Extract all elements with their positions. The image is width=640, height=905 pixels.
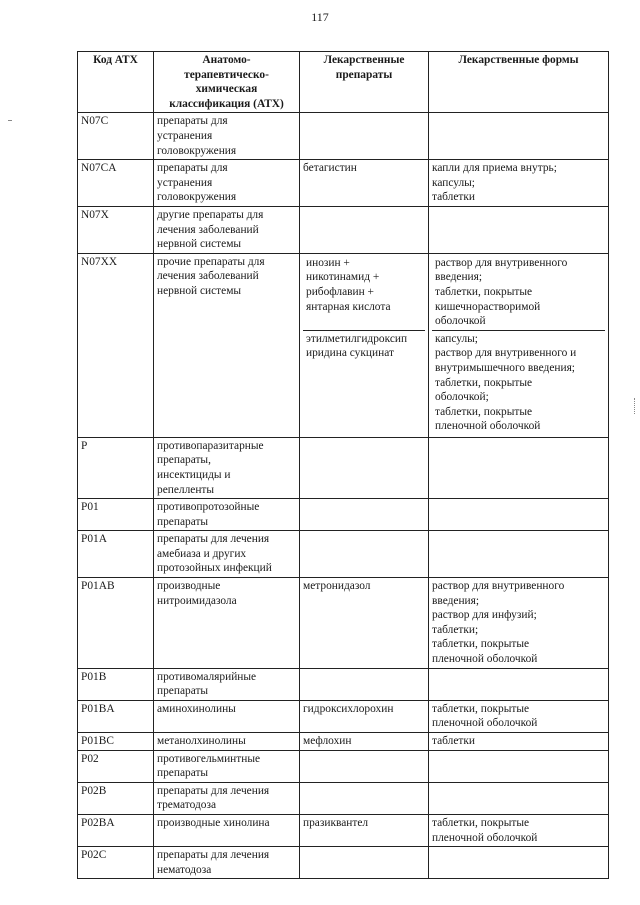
dosage-form: раствор для внутривенного (435, 256, 568, 269)
classification-text: противопротозойные (157, 501, 260, 514)
drug-name: никотинамид + (306, 271, 380, 284)
atc-code-cell (78, 499, 154, 531)
drug-cell (300, 668, 429, 700)
atc-code-cell (78, 437, 154, 498)
atc-code: N07X (81, 208, 109, 221)
classification-text: производные хинолина (157, 816, 270, 829)
dosage-form: таблетки; (432, 623, 479, 636)
dosage-form: кишечнорастворимой (435, 300, 541, 313)
classification-text: лечения заболеваний (157, 223, 259, 236)
classification-text: препараты для лечения (157, 533, 270, 546)
dosage-form-cell (429, 700, 609, 732)
atc-code: P02 (81, 752, 99, 765)
scan-edge-mark-right (634, 398, 636, 414)
dosage-form-cell (429, 814, 609, 846)
dosage-form-cell (429, 750, 609, 782)
page-number: 117 (311, 10, 329, 24)
classification-text: репелленты (157, 483, 215, 496)
atc-code: P02B (81, 784, 107, 797)
table-row (78, 437, 609, 498)
header-text: Лекарственные (323, 54, 405, 66)
table-row (78, 847, 609, 879)
classification-cell (154, 160, 300, 207)
dosage-form: пленочной оболочкой (432, 653, 538, 666)
atc-code-cell (78, 206, 154, 253)
atc-code-cell (78, 814, 154, 846)
drug-cell (300, 847, 429, 879)
table-row (78, 782, 609, 814)
table-row (78, 160, 609, 207)
table-row (78, 578, 609, 669)
drug-name: этилметилгидроксип (306, 332, 408, 345)
atc-code: P01BA (81, 702, 115, 715)
drug-name: мефлохин (303, 735, 352, 747)
dosage-form: внутримышечного введения; (435, 361, 575, 374)
table-row (78, 531, 609, 578)
drug-cell (300, 700, 429, 732)
dosage-form: пленочной оболочкой (432, 717, 538, 730)
dosage-form: введения; (432, 594, 480, 607)
header-text: классификация (АТХ) (169, 97, 284, 110)
dosage-form: таблетки (432, 191, 476, 204)
drug-cell (300, 253, 429, 437)
classification-text: препараты для (157, 162, 228, 175)
atc-table (77, 51, 609, 879)
drug-cell (300, 750, 429, 782)
classification-text: аминохинолины (157, 702, 236, 715)
classification-cell (154, 531, 300, 578)
classification-text: противопаразитарные (157, 439, 264, 452)
atc-code-cell (78, 782, 154, 814)
classification-text: препараты для лечения (157, 784, 270, 797)
dosage-form: капли для приема внутрь; (432, 162, 557, 175)
atc-code-cell (78, 700, 154, 732)
table-body (78, 113, 609, 879)
drug-name: бетагистин (303, 162, 357, 175)
drug-cell (300, 782, 429, 814)
atc-code: P (81, 439, 88, 452)
header-drugs (300, 52, 429, 113)
header-atc-code (78, 52, 154, 113)
dosage-form: таблетки, покрытые (435, 376, 533, 389)
drug-name: иридина сукцинат (306, 347, 394, 360)
table-row (78, 750, 609, 782)
atc-code: N07CA (81, 162, 117, 175)
dosage-form-cell (429, 499, 609, 531)
header-dosage-forms (429, 52, 609, 113)
table-row (78, 206, 609, 253)
header-text: Код АТХ (93, 54, 138, 66)
header-text: препараты (335, 68, 393, 81)
dosage-form-cell (429, 782, 609, 814)
classification-text: метанолхинолины (157, 735, 246, 747)
table-row (78, 700, 609, 732)
classification-text: препараты (157, 515, 209, 528)
classification-text: препараты (157, 685, 209, 698)
classification-text: головокружения (157, 144, 237, 157)
drug-cell (300, 206, 429, 253)
classification-text: нервной системы (157, 238, 242, 251)
table-row (78, 253, 609, 437)
dosage-form: таблетки, покрытые (432, 702, 530, 715)
dosage-form-entry (432, 330, 605, 436)
drug-cell (300, 578, 429, 669)
table-row (78, 113, 609, 160)
atc-code-cell (78, 531, 154, 578)
atc-code: P02BA (81, 816, 115, 829)
classification-text: устранения (157, 176, 213, 189)
classification-cell (154, 437, 300, 498)
dosage-form: таблетки, покрытые (432, 638, 530, 651)
classification-cell (154, 814, 300, 846)
dosage-form: таблетки, покрытые (432, 816, 530, 829)
drug-cell (300, 113, 429, 160)
atc-code: N07C (81, 115, 109, 128)
table-row (78, 733, 609, 751)
classification-text: производные (157, 580, 221, 593)
drug-entry (303, 330, 425, 436)
atc-code-cell (78, 253, 154, 437)
header-atc-classification (154, 52, 300, 113)
dosage-form: оболочкой; (435, 391, 489, 404)
dosage-form: раствор для внутривенного (432, 580, 565, 593)
classification-cell (154, 253, 300, 437)
atc-code: P01A (81, 533, 107, 546)
dosage-form: раствор для инфузий; (432, 609, 537, 622)
classification-cell (154, 750, 300, 782)
classification-text: устранения (157, 129, 213, 142)
classification-cell (154, 499, 300, 531)
dosage-form: раствор для внутривенного и (435, 347, 577, 360)
scan-edge-mark (8, 120, 12, 121)
dosage-form-cell (429, 578, 609, 669)
atc-code-cell (78, 160, 154, 207)
drug-cell (300, 733, 429, 751)
drug-name: празиквантел (303, 816, 369, 829)
drug-name: гидроксихлорохин (303, 702, 394, 715)
classification-text: препараты для лечения (157, 849, 270, 862)
classification-text: инсектициды и (157, 468, 231, 481)
atc-code: N07XX (81, 255, 118, 268)
classification-text: протозойных инфекций (157, 562, 272, 575)
dosage-form-cell (429, 160, 609, 207)
dosage-form: капсулы; (435, 332, 478, 345)
header-text: терапевтическо- (184, 68, 269, 81)
dosage-form-cell (429, 668, 609, 700)
classification-text: препараты (157, 767, 209, 780)
atc-code: P01AB (81, 580, 115, 593)
table-header-row (78, 52, 609, 113)
classification-text: нервной системы (157, 284, 242, 297)
atc-code-cell (78, 750, 154, 782)
header-text: химическая (195, 83, 258, 96)
table-row (78, 814, 609, 846)
atc-code: P01BC (81, 735, 114, 747)
dosage-form: таблетки, покрытые (435, 405, 533, 418)
dosage-form: таблетки, покрытые (435, 285, 533, 298)
atc-code-cell (78, 733, 154, 751)
drug-cell (300, 160, 429, 207)
classification-text: нематодоза (157, 863, 212, 876)
classification-text: амебиаза и других (157, 547, 247, 560)
classification-text: другие препараты для (157, 208, 264, 221)
dosage-form: пленочной оболочкой (432, 831, 538, 844)
table-row (78, 668, 609, 700)
dosage-form: пленочной оболочкой (435, 420, 541, 433)
drug-name: янтарная кислота (306, 300, 391, 313)
drug-entry (303, 255, 425, 330)
classification-cell (154, 700, 300, 732)
atc-code-cell (78, 847, 154, 879)
drug-cell (300, 814, 429, 846)
drug-cell (300, 437, 429, 498)
classification-cell (154, 578, 300, 669)
dosage-form: капсулы; (432, 176, 475, 189)
atc-code-cell (78, 668, 154, 700)
classification-text: препараты, (157, 454, 211, 467)
classification-text: противомалярийные (157, 670, 257, 683)
dosage-form-cell (429, 437, 609, 498)
classification-text: лечения заболеваний (157, 270, 259, 283)
dosage-form-entry (432, 255, 605, 330)
atc-code-cell (78, 113, 154, 160)
classification-cell (154, 113, 300, 160)
classification-text: нитроимидазола (157, 594, 237, 607)
dosage-form: таблетки (432, 735, 476, 747)
drug-cell (300, 531, 429, 578)
atc-code: P02C (81, 849, 107, 862)
atc-code: P01 (81, 501, 99, 514)
dosage-form-cell (429, 847, 609, 879)
classification-text: головокружения (157, 191, 237, 204)
atc-code-cell (78, 578, 154, 669)
classification-text: трематодоза (157, 799, 216, 812)
header-text: Анатомо- (202, 54, 251, 66)
dosage-form-cell (429, 113, 609, 160)
classification-cell (154, 668, 300, 700)
dosage-form-cell (429, 531, 609, 578)
classification-text: противогельминтные (157, 752, 261, 765)
dosage-form-cell (429, 253, 609, 437)
drug-cell (300, 499, 429, 531)
dosage-form: оболочкой (435, 315, 486, 328)
classification-cell (154, 782, 300, 814)
atc-code: P01B (81, 670, 107, 683)
classification-text: препараты для (157, 115, 228, 128)
classification-cell (154, 733, 300, 751)
header-text: Лекарственные формы (458, 54, 579, 66)
drug-name: рибофлавин + (306, 285, 374, 298)
drug-name: инозин + (306, 256, 350, 269)
dosage-form-cell (429, 733, 609, 751)
classification-text: прочие препараты для (157, 255, 265, 268)
dosage-form: введения; (435, 271, 483, 284)
drug-name: метронидазол (303, 580, 371, 593)
dosage-form-cell (429, 206, 609, 253)
table-row (78, 499, 609, 531)
classification-cell (154, 847, 300, 879)
classification-cell (154, 206, 300, 253)
